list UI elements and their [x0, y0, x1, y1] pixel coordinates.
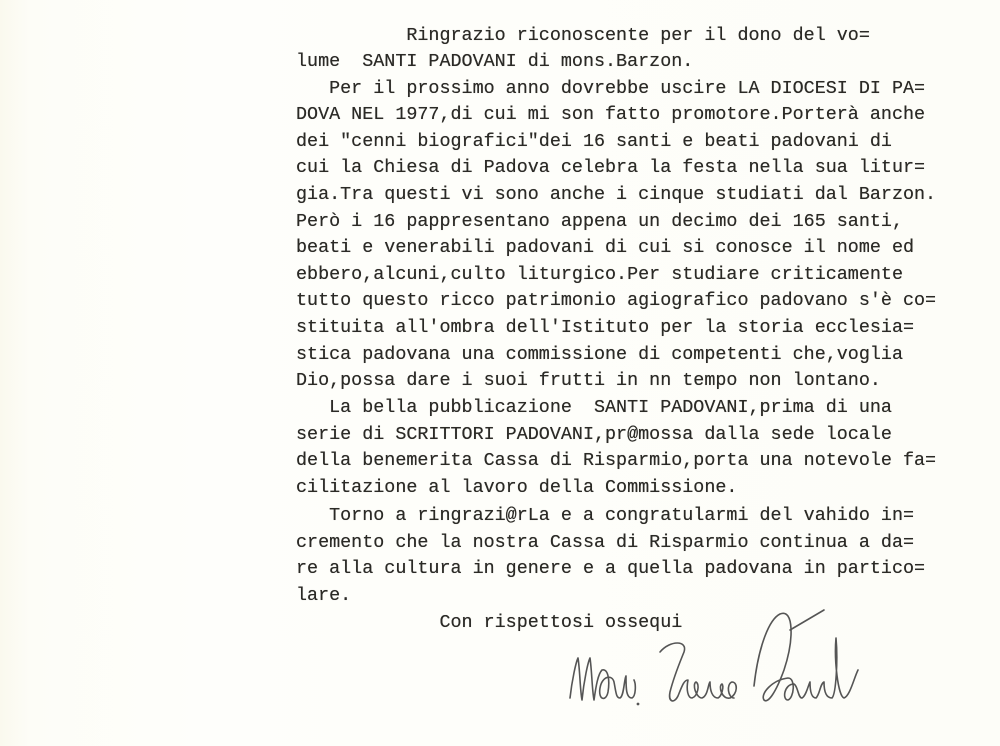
text-line-2: lume SANTI PADOVANI di mons.Barzon.: [296, 51, 694, 72]
text-line-3: Per il prossimo anno dovrebbe uscire LA DIOCESI DI PA=: [296, 78, 926, 99]
text-line-12: stituita all'ombra dell'Istituto per la storia ecclesia=: [296, 317, 915, 338]
text-line-8: Però i 16 pappresentano appena un decimo dei 165 santi,: [296, 211, 903, 232]
text-line-6: cui la Chiesa di Padova celebra la festa nella sua litur=: [296, 157, 926, 178]
text-line-1: Ringrazio riconoscente per il dono del vo=: [296, 25, 870, 46]
text-line-4: DOVA NEL 1977,di cui mi son fatto promotore.Porterà anche: [296, 104, 926, 125]
text-line-21: re alla cultura in genere e a quella padovana in partico=: [296, 558, 926, 579]
text-line-11: tutto questo ricco patrimonio agiografico padovano s'è co=: [296, 290, 937, 311]
text-line-13: stica padovana una commissione di competenti che,voglia: [296, 344, 903, 365]
signature-glyph-icon: [562, 600, 962, 720]
text-line-22: lare.: [296, 585, 352, 606]
text-line-16: serie di SCRITTORI PADOVANI,pr@mossa dalla sede locale: [296, 424, 892, 445]
text-line-9: beati e venerabili padovani di cui si conosce il nome ed: [296, 237, 915, 258]
text-line-19: Torno a ringrazi@rLa e a congratularmi del vahido in=: [296, 505, 915, 526]
text-line-18: cilitazione al lavoro della Commissione.: [296, 477, 738, 498]
text-line-10: ebbero,alcuni,culto liturgico.Per studiare criticamente: [296, 264, 903, 285]
closing-salutation: Con rispettosi ossequi: [296, 612, 683, 633]
handwritten-signature: [562, 600, 962, 720]
text-line-15: La bella pubblicazione SANTI PADOVANI,prima di una: [296, 397, 892, 418]
text-line-14: Dio,possa dare i suoi frutti in nn tempo non lontano.: [296, 370, 881, 391]
text-line-17: della benemerita Cassa di Risparmio,porta una notevole fa=: [296, 450, 937, 471]
text-line-20: cremento che la nostra Cassa di Risparmio continua a da=: [296, 532, 915, 553]
text-line-7: gia.Tra questi vi sono anche i cinque studiati dal Barzon.: [296, 184, 937, 205]
text-line-5: dei "cenni biografici"dei 16 santi e beati padovani di: [296, 131, 892, 152]
